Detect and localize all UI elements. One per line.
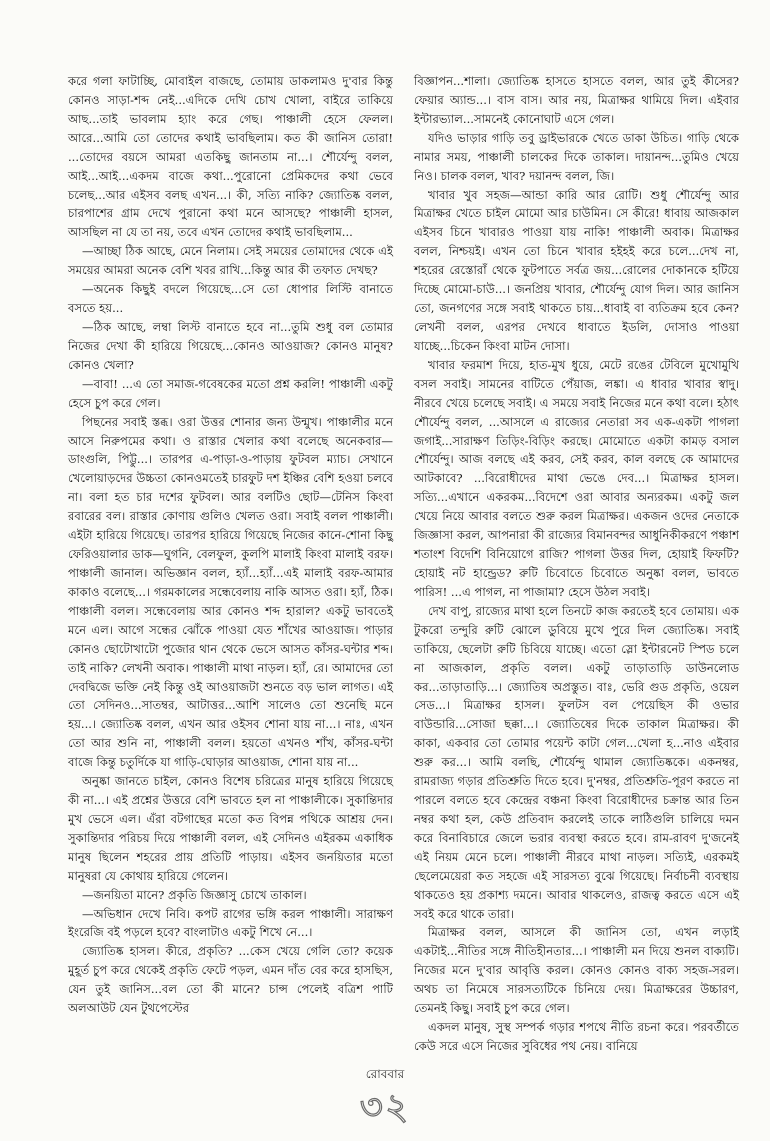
- paragraph: বিজ্ঞাপন...শালা। জ্যোতিষ্ক হাসতে হাসতে বলল, আর তুই কীসের? ফেয়ার অ্যান্ড...। বাস বাস। আর নয়, মিত্রাক্ষর থামিয়ে দিল। এইবার ইন্টারভ্যাল...সামনেই কোনোঘাট এসে গেল।: [414, 74, 739, 126]
- page-footer: [0, 1066, 770, 1128]
- paragraph: —বাবা! ...এ তো সমাজ-গবেষকের মতো প্রশ্ন করলি! পাঞ্চালী একটু হেসে চুপ করে গেল।: [68, 376, 393, 410]
- paragraph: খাবার ফরমাশ দিয়ে, হাত-মুখ ধুয়ে, মেটে রঙের টেবিলে মুখোমুখি বসল সবাই। সামনের বাটিতে পেঁয়াজ, লঙ্কা। এ ধাবার খাবার স্বাদু। নীরবে খেয়ে চলেছে সবাই। এ সময়ে সবাই নিজের মনে কথা বলে। হঠাৎ শৌর্যেন্দু বলল, ...আসলে এ রাজ্যের নেতারা সব এক-একটা পাগলা জগাই...সারাক্ষণ তিড়িং-বিড়িং করছে। মোমোতে একটা কামড় বসাল শৌর্যেন্দু। আজ বলছে এই করব, সেই করব, কাল বলছে কে আমাদের আটকাবে? ...বিরোধীদের মাথা ভেঙে দেব...। মিত্রাক্ষর হাসল। সত্যি...এখানে একরকম...বিদেশে ওরা আবার অন্যরকম। একটু জল খেয়ে নিয়ে আবার বলতে শুরু করল মিত্রাক্ষর। একজন ওদের নেতাকে জিজ্ঞাসা করল, আপনারা কী রাজ্যের বিমানবন্দর আধুনিকীকরণে পঞ্চাশ শতাংশ বিদেশি বিনিয়োগে রাজি? পাগলা উত্তর দিল, হোয়াই ফিফটি? হোয়াই নট হান্ড্রেড? রুটি চিবোতে চিবোতে অনুষ্কা বলল, ভাবতে পারিস! ...এ পাগল, না পাজামা? হেসে উঠল সবাই।: [414, 357, 739, 599]
- page-number: ৩২: [359, 1087, 411, 1128]
- paragraph: —অনেক কিছুই বদলে গিয়েছে...সে তো ধোপার লিস্টি বানাতে বসতে হয়...: [68, 282, 393, 316]
- left-text-column: [68, 72, 393, 1018]
- paragraph: খাবার খুব সহজ—আন্ডা কারি আর রোটি। শুধু শৌর্যেন্দু আর মিত্রাক্ষর খেতে চাইল মোমো আর চাউমিন। সে কীরে! ধাবায় আজকাল এইসব চিনে খাবারও পাওয়া যায় নাকি! পাঞ্চালী অবাক। মিত্রাক্ষর বলল, নিশ্চয়ই। এখন তো চিনে খাবার হইহই করে চলে...দেখ না, শহরের রেস্তোরাঁ থেকে ফুটপাতে সর্বত্র জয়...রোলের দোকানকে হটিয়ে দিচ্ছে মোমো-চাউ...। জনপ্রিয় খাবার, শৌর্যেন্দু যোগ দিল। আর জানিস তো, জনগণের সঙ্গে সবাই থাকতে চায়...ধাবাই বা ব্যতিক্রম হবে কেন? লেখনী বলল, এরপর দেখবে ধাবাতে ইডলি, দোসাও পাওয়া যাচ্ছে...চিকেন কিংবা মাটন দোসা।: [414, 187, 739, 353]
- paragraph: অনুষ্কা জানতে চাইল, কোনও বিশেষ চরিত্রের মানুষ হারিয়ে গিয়েছে কী না...। এই প্রশ্নের উত্তরে বেশি ভাবতে হল না পাঞ্চালীকে। সুকান্তিদার মুখ ভেসে এল। এঁরা বটগাছের মতো কত বিপন্ন পথিকে আশ্রয় দেন। সুকান্তিদার পরিচয় দিয়ে পাঞ্চালী বলল, এই সেদিনও এইরকম একাধিক মানুষ ছিলেন শহরের প্রায় প্রতিটি পাড়ায়। এইসব জনয়িতার মতো মানুষরা যে কোথায় হারিয়ে গেলেন।: [68, 774, 393, 883]
- paragraph: দেখ বাপু, রাজ্যের মাথা হলে তিনটে কাজ করতেই হবে তোমায়। এক টুকরো তন্দুরি রুটি ঝোলে ডুবিয়ে মুখে পুরে দিল জ্যোতিষ্ক। সবাই তাকিয়ে, ছেলেটা রুটি চিবিয়ে যাচ্ছে। এতো স্লো ইন্টারনেট স্পিড চলে না আজকাল, প্রকৃতি বলল। একটু তাড়াতাড়ি ডাউনলোড কর...তাড়াতাড়ি...। জ্যোতিষ অপ্রস্তুত। বাঃ, ভেরি গুড প্রকৃতি, ওয়েল সেড...। মিত্রাক্ষর হাসল। ফুলটস বল পেয়েছিস কী ওভার বাউন্ডারি...সোজা ছক্কা...। জ্যোতিষের দিকে তাকাল মিত্রাক্ষর। কী কাকা, একবার তো তোমার পয়েন্ট কাটা গেল...খেলা হ...নাও এইবার শুরু কর...। আমি বলছি, শৌর্যেন্দু থামাল জ্যোতিষ্ককে। একনম্বর, রামরাজ্য গড়ার প্রতিশ্রুতি দিতে হবে। দু'নম্বর, প্রতিশ্রুতি-পূরণ করতে না পারলে বলতে হবে কেন্দ্রের বঞ্চনা কিংবা বিরোধীদের চক্রান্ত আর তিন নম্বর কথা হল, কেউ প্রতিবাদ করলেই তাকে লাঠিগুলি চালিয়ে দমন করে বিনাবিচারে জেলে ভরার ব্যবস্থা করতে হবে। রাম-রাবণ দু'জনেই এই নিয়ম মেনে চলে। পাঞ্চালী নীরবে মাথা নাড়ল। সত্যিই, এরকমই ছেলেমেয়েরা কত সহজে এই সারসত্য বুঝে গিয়েছে। নির্বাচনী ব্যবস্থায় থাকতেও হয় প্রকাশ্য দমনে। আবার থাকলেও, রাজত্ব করতে এসে এই সবই করে থাকে তারা।: [414, 603, 739, 921]
- paragraph: একদল মানুষ, সুস্থ সম্পর্ক গড়ার শপথে নীতি রচনা করে। পরবর্তীতে কেউ সরে এসে নিজের সুবিধের পথ নেয়। বানিয়ে: [414, 1020, 739, 1054]
- paragraph: মিত্রাক্ষর বলল, আসলে কী জানিস তো, এখন লড়াই একটাই...নীতির সঙ্গে নীতিহীনতার...। পাঞ্চালী মন দিয়ে শুনল বাক্যটি। নিজের মনে দু'বার আবৃত্তি করল। কোনও কোনও বাক্য সহজ-সরল। অথচ তা নিমেষে সারসত্যটিকে চিনিয়ে দেয়। মিত্রাক্ষরের উচ্চারণ, তেমনই কিছু। সবাই চুপ করে গেল।: [414, 925, 739, 1016]
- paragraph: —অভিধান দেখে নিবি। কপট রাগের ভঙ্গি করল পাঞ্চালী। সারাক্ষণ ইংরেজি বই পড়লে হবে? বাংলাটাও একটু শিখে নে...।: [68, 906, 393, 940]
- magazine-name: রোববার: [365, 1067, 405, 1081]
- paragraph: —ঠিক আছে, লম্বা লিস্ট বানাতে হবে না...তুমি শুধু বল তোমার নিজের দেখা কী হারিয়ে গিয়েছে...কোনও আওয়াজ? কোনও মানুষ? কোনও খেলা?: [68, 319, 393, 372]
- right-text-column: [414, 72, 739, 1056]
- paragraph: —আচ্ছা ঠিক আছে, মেনে নিলাম। সেই সময়ের তোমাদের থেকে এই সময়ের আমরা অনেক বেশি খবর রাখি...কিন্তু আর কী তফাত দেখছ?: [68, 244, 393, 278]
- paragraph: —জনয়িতা মানে? প্রকৃতি জিজ্ঞাসু চোখে তাকাল।: [82, 887, 307, 902]
- paragraph: যদিও ভাড়ার গাড়ি তবু ড্রাইভারকে খেতে ডাকা উচিত। গাড়ি থেকে নামার সময়, পাঞ্চালী চালকের দিকে তাকাল। দায়ানন্দ...তুমিও খেয়ে নিও। চালক বলল, খাব? দয়ানন্দ বলল, জি।: [414, 130, 739, 183]
- paragraph: করে গলা ফাটাচ্ছি, মোবাইল বাজছে, তোমায় ডাকলামও দু'বার কিন্তু কোনও সাড়া-শব্দ নেই...এদিকে দেখি চোখ খোলা, বাইরে তাকিয়ে আছ...তাই ভাবলাম হ্যাং করে গেছ। পাঞ্চালী হেসে ফেলল। আরে...আমি তো তোদের কথাই ভাবছিলাম। কত কী জানিস তোরা! ...তোদের বয়সে আমরা এতকিছু জানতাম না...। শৌর্যেন্দু বলল, আই...আই...একদম বাজে কথা...পুরোনো প্রেমিকদের কথা ভেবে চলেছ...আর এইসব বলছ এখন...। কী, সত্যি নাকি? জ্যোতিষ্ক বলল, চারপাশের গ্রাম দেখে পুরানো কথা মনে আসছে? পাঞ্চালী হাসল, আসছিল না যে তা নয়, তবে এখন তোদের কথাই ভাবছিলাম...: [68, 74, 393, 240]
- paragraph: পিছনের সবাই স্তব্ধ। ওরা উত্তর শোনার জন্য উন্মুখ। পাঞ্চালীর মনে আসে নিরুপমের কথা। ও রাস্তার খেলার কথা বলেছে অনেকবার—ডাংগুলি, পিট্টু...। তারপর এ-পাড়া-ও-পাড়ায় ফুটবল ম্যাচ। সেখানে খেলোয়াড়দের উচ্চতা কোনওমতেই চারফুট দশ ইঞ্চির বেশি হওয়া চলবে না। বলা হত চার দশের ফুটবল। আর বলটিও ছোট—টেনিস কিংবা রবারের বল। রাস্তার কোণায় গুলিও খেলত ওরা। সবাই বলল পাঞ্চালী। এইটা হারিয়ে গিয়েছে। তারপর হারিয়ে গিয়েছে নিজের কানে-শোনা কিছু ফেরিওয়ালার ডাক—ঘুগনি, বেলফুল, কুলপি মালাই কিংবা মালাই বরফ। পাঞ্চালী জানাল। অভিজ্ঞান বলল, হ্যাঁ...হ্যাঁ...এই মালাই বরফ-আমার কাকাও বলেছে...। গরমকালের সন্ধেবেলায় নাকি আসত ওরা। হ্যাঁ, ঠিক। পাঞ্চালী বলল। সন্ধেবেলায় আর কোনও শব্দ হারাল? একটু ভাবতেই মনে এল। আগে সন্ধের ঝোঁকে পাওয়া যেত শাঁখের আওয়াজ। পাড়ার কোনও ছোটোখাটো পুজোর থান থেকে ভেসে আসত কাঁসর-ঘন্টার শব্দ। তাই নাকি? লেখনী অবাক। পাঞ্চালী মাথা নাড়ল। হ্যাঁ, রে। আমাদের তো দেবদ্বিজে ভক্তি নেই কিন্তু ওই আওয়াজটা শুনতে বড় ভাল লাগত। এই তো সেদিনও...সাতম্বর, আটাত্তর...আশি সালেও তো শুনেছি মনে হয়...। জ্যোতিষ্ক বলল, এখন আর ওইসব শোনা যায় না...। নাঃ, এখন তো আর শুনি না, পাঞ্চালী বলল। হয়তো এখনও শাঁখ, কাঁসর-ঘন্টা বাজে কিন্তু চতুর্দিকে যা গাড়ি-ঘোড়ার আওয়াজ, শোনা যায় না...: [68, 414, 393, 770]
- paragraph: জ্যোতিষ্ক হাসল। কীরে, প্রকৃতি? ...কেস খেয়ে গেলি তো? কয়েক মুহূর্ত চুপ করে থেকেই প্রকৃতি ফেটে পড়ল, এমন দাঁত বের করে হাসছিস, যেন তুই জানিস...বল তো কী মানে? চান্স পেলেই বত্রিশ পাটি অলআউট যেন টুথপেস্টের: [68, 944, 393, 1016]
